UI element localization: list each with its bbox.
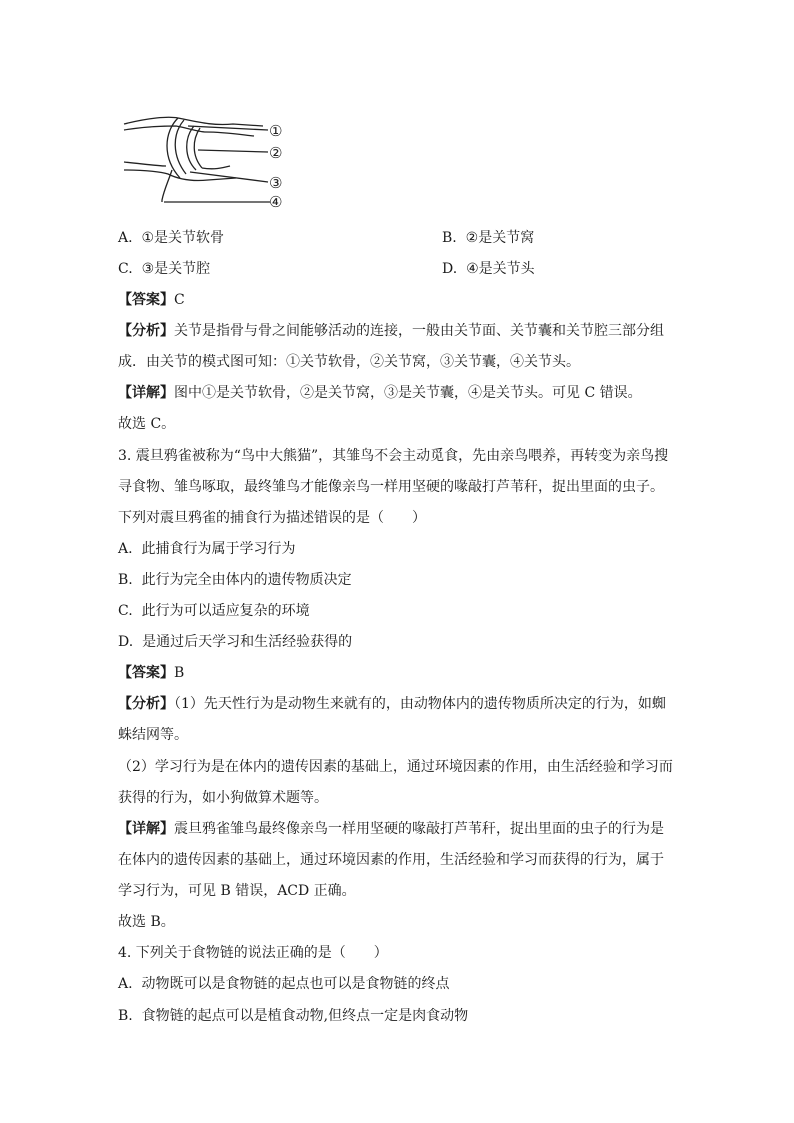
q3-analysis-line-2: 蛛结网等。 <box>118 727 188 743</box>
q4-option-a: A. 动物既可以是食物链的起点也可以是食物链的终点 <box>118 976 450 992</box>
q2-conclusion: 故选 C。 <box>118 416 176 432</box>
q3-detail-line-2: 在体内的遗传因素的基础上，通过环境因素的作用，生活经验和学习而获得的行为，属于 <box>118 852 664 868</box>
q2-option-c: C. ③是关节腔 <box>118 261 211 277</box>
q2-option-d: D. ④是关节头 <box>442 261 535 277</box>
q2-answer: 【答案】C <box>118 292 185 308</box>
q3-detail-line-1: 【详解】震旦鸦雀雏鸟最终像亲鸟一样用坚硬的喙敲打芦苇秆，捉出里面的虫子的行为是 <box>118 821 664 837</box>
q3-option-b: B. 此行为完全由体内的遗传物质决定 <box>118 572 352 588</box>
diagram-label-2: ② <box>269 144 283 162</box>
q2-analysis-line-2: 成．由关节的模式图可知：①关节软骨，②关节窝，③关节囊，④关节头。 <box>118 354 580 370</box>
q3-option-c: C. 此行为可以适应复杂的环境 <box>118 603 310 619</box>
q2-option-b: B. ②是关节窝 <box>442 230 535 246</box>
diagram-label-1: ① <box>269 122 283 140</box>
q3-option-a: A. 此捕食行为属于学习行为 <box>118 541 296 557</box>
joint-diagram-svg <box>118 106 298 210</box>
q4-option-b: B. 食物链的起点可以是植食动物,但终点一定是肉食动物 <box>118 1008 469 1024</box>
q2-option-a: A. ①是关节软骨 <box>118 230 225 246</box>
joint-diagram <box>118 106 298 210</box>
q3-stem-line-3: 下列对震旦鸦雀的捕食行为描述错误的是（ ） <box>118 510 426 526</box>
q2-analysis-line-1: 【分析】关节是指骨与骨之间能够活动的连接，一般由关节面、关节囊和关节腔三部分组 <box>118 323 664 339</box>
diagram-label-4: ④ <box>269 193 283 210</box>
q3-analysis-line-3: （2）学习行为是在体内的遗传因素的基础上，通过环境因素的作用，由生活经验和学习而 <box>118 759 673 775</box>
q3-conclusion: 故选 B。 <box>118 914 175 930</box>
diagram-label-3: ③ <box>269 174 283 192</box>
q2-detail: 【详解】图中①是关节软骨，②是关节窝，③是关节囊，④是关节头。可见 C 错误。 <box>118 385 642 401</box>
q3-answer: 【答案】B <box>118 665 185 681</box>
q4-stem: 4. 下列关于食物链的说法正确的是（ ） <box>118 945 388 961</box>
q3-analysis-line-4: 获得的行为，如小狗做算术题等。 <box>118 790 328 806</box>
q3-analysis-line-1: 【分析】（1）先天性行为是动物生来就有的，由动物体内的遗传物质所决定的行为，如蜘 <box>118 696 666 712</box>
q3-stem-line-2: 寻食物、雏鸟啄取，最终雏鸟才能像亲鸟一样用坚硬的喙敲打芦苇秆，捉出里面的虫子。 <box>118 479 664 495</box>
q3-detail-line-3: 学习行为，可见 B 错误，ACD 正确。 <box>118 883 356 899</box>
q3-option-d: D. 是通过后天学习和生活经验获得的 <box>118 634 353 650</box>
q3-stem-line-1: 3. 震旦鸦雀被称为“鸟中大熊猫”，其雏鸟不会主动觅食，先由亲鸟喂养，再转变为亲鸟搜 <box>118 448 669 464</box>
